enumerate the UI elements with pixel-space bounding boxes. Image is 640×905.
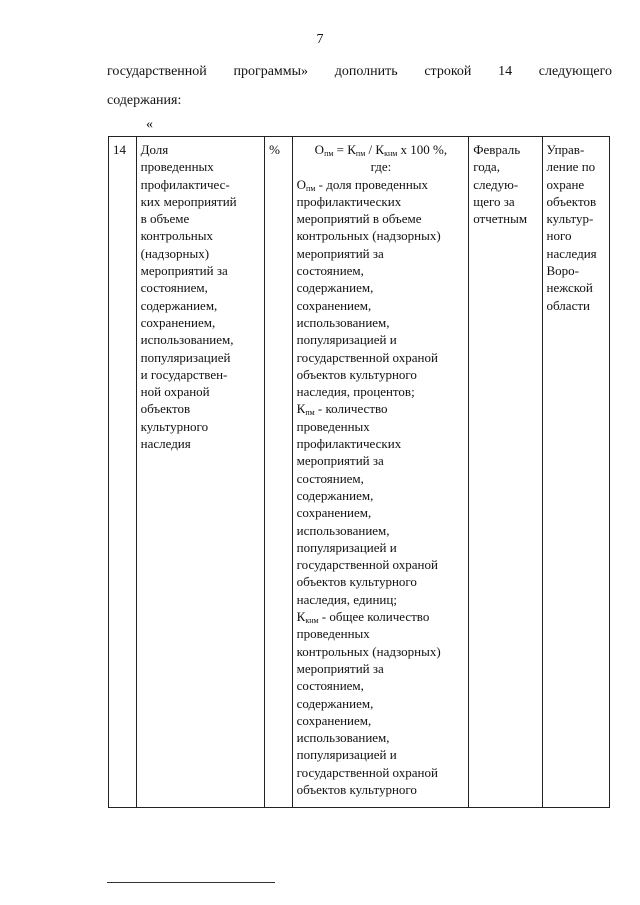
formula-subscript: пм (355, 149, 366, 158)
indicator-name-line: ких мероприятий (140, 193, 237, 209)
definition-line: сохранением, (296, 712, 372, 728)
indicator-name-line: проведенных (140, 159, 214, 175)
indicator-name-line: в объеме (140, 211, 190, 227)
intro-word: дополнить (334, 64, 398, 79)
definition-symbol: О (296, 176, 307, 192)
definition-line: мероприятий за (296, 453, 384, 469)
definition-line: наследия, процентов; (296, 384, 415, 400)
unit-label: % (269, 142, 280, 157)
definition-symbol: К (296, 401, 306, 417)
indicator-name-line: и государствен- (140, 366, 228, 382)
indicator-name-line: мероприятий за (140, 263, 228, 279)
deadline-line: щего за (473, 193, 515, 209)
definition-subscript: кнм (305, 616, 319, 626)
definition-line: популяризацией и (296, 747, 397, 763)
formula-operator: = (333, 142, 348, 157)
definition-line: профилактических (296, 193, 402, 209)
definition-line: проведенных (296, 418, 370, 434)
responsible-line: Управ- (546, 142, 585, 157)
intro-word: 14 (498, 64, 513, 79)
definition-line: содержанием, (296, 280, 374, 296)
definition-line: объектов культурного (296, 574, 417, 590)
indicator-name-line: контрольных (140, 228, 213, 244)
formula-operator: / (365, 142, 376, 157)
formula-subscript: кнм (384, 149, 398, 158)
open-quote: « (146, 117, 153, 132)
definition-text: - доля проведенных (315, 176, 429, 192)
intro-word: строкой (424, 64, 472, 79)
intro-line-2: содержания: (107, 93, 182, 108)
definition-first-line (297, 176, 466, 193)
formula-cell (292, 137, 469, 808)
definition-text: - количество (314, 401, 388, 417)
definition-line: популяризацией и (296, 539, 397, 555)
definition-line: контрольных (надзорных) (296, 228, 441, 244)
responsible-cell (542, 137, 609, 808)
formula-where: где: (370, 159, 392, 175)
definition-line: состоянием, (296, 263, 364, 279)
deadline-line: следую- (473, 176, 519, 192)
indicator-name-line: сохранением, (140, 314, 216, 330)
definition-line: мероприятий за (296, 245, 384, 261)
row-number-cell (109, 137, 137, 808)
indicator-name-line: ной охраной (140, 384, 210, 400)
formula-symbol: О (314, 142, 325, 157)
definition-line: использованием, (296, 314, 390, 330)
definition-line: объектов культурного (296, 781, 417, 797)
indicator-name-line: культурного (140, 418, 209, 434)
indicator-name-line: использованием, (140, 332, 234, 348)
definition-line: мероприятий в объеме (296, 211, 422, 227)
definition-block (297, 193, 466, 401)
definition-line: состоянием, (296, 678, 364, 694)
definition-line: сохранением, (296, 505, 372, 521)
definition-line: наследия, единиц; (296, 591, 397, 607)
responsible-line: объектов (546, 193, 597, 209)
page-number: 7 (316, 32, 324, 47)
indicator-name-line: Доля (140, 142, 169, 157)
unit-cell (265, 137, 292, 808)
definition-line: использованием, (296, 522, 390, 538)
definition-first-line (297, 608, 466, 625)
row-number: 14 (113, 142, 126, 157)
definition-subscript: пм (305, 408, 315, 418)
indicator-name-line: состоянием, (140, 280, 208, 296)
indicator-name-line: наследия (140, 436, 191, 452)
footnote-divider (107, 882, 275, 883)
deadline-line: Февраль (473, 142, 521, 157)
responsible-line: культур- (546, 211, 594, 227)
definition-line: проведенных (296, 626, 370, 642)
definition-line: состоянием, (296, 470, 364, 486)
indicator-name-line: популяризацией (140, 349, 231, 365)
formula-symbol: К (347, 142, 356, 157)
responsible-line: охране (546, 176, 585, 192)
definition-block (297, 418, 466, 608)
formula (297, 141, 466, 158)
responsible-line: наследия (546, 245, 597, 261)
indicator-table (108, 136, 610, 808)
definition-subscript: пм (306, 183, 316, 193)
deadline-line: отчетным (473, 211, 528, 227)
definition-line: использованием, (296, 730, 390, 746)
responsible-line: Воро- (546, 263, 580, 279)
responsible-line: ление по (546, 159, 596, 175)
indicator-name-cell (136, 137, 265, 808)
indicator-name-line: (надзорных) (140, 245, 210, 261)
responsible-line: области (546, 297, 590, 313)
definition-first-line (297, 400, 466, 417)
definition-line: государственной охраной (296, 764, 438, 780)
intro-word: программы» (233, 64, 309, 79)
intro-line (107, 64, 612, 80)
formula-symbol: К (375, 142, 385, 157)
responsible-line: ного (546, 228, 572, 244)
indicator-name-line: объектов (140, 401, 191, 417)
definition-line: профилактических (296, 436, 402, 452)
deadline-cell (469, 137, 542, 808)
formula-tail: х 100 %, (397, 142, 448, 157)
definition-text: - общее количество (318, 609, 430, 625)
definition-line: государственной охраной (296, 349, 438, 365)
definition-line: мероприятий за (296, 660, 384, 676)
intro-word: государственной (107, 64, 207, 79)
definition-line: контрольных (надзорных) (296, 643, 441, 659)
definition-line: сохранением, (296, 297, 372, 313)
definition-line: объектов культурного (296, 366, 417, 382)
definition-line: популяризацией и (296, 332, 397, 348)
deadline-line: года, (473, 159, 500, 175)
definition-line: содержанием, (296, 695, 374, 711)
table-row (109, 137, 610, 808)
indicator-name-line: профилактичес- (140, 176, 230, 192)
definition-symbol: К (296, 609, 306, 625)
definition-line: содержанием, (296, 487, 374, 503)
formula-subscript: пм (324, 149, 334, 158)
intro-word: следующего (538, 64, 612, 79)
definition-line: государственной охраной (296, 557, 438, 573)
definition-block (297, 625, 466, 798)
indicator-name-line: содержанием, (140, 297, 218, 313)
responsible-line: нежской (546, 280, 593, 296)
